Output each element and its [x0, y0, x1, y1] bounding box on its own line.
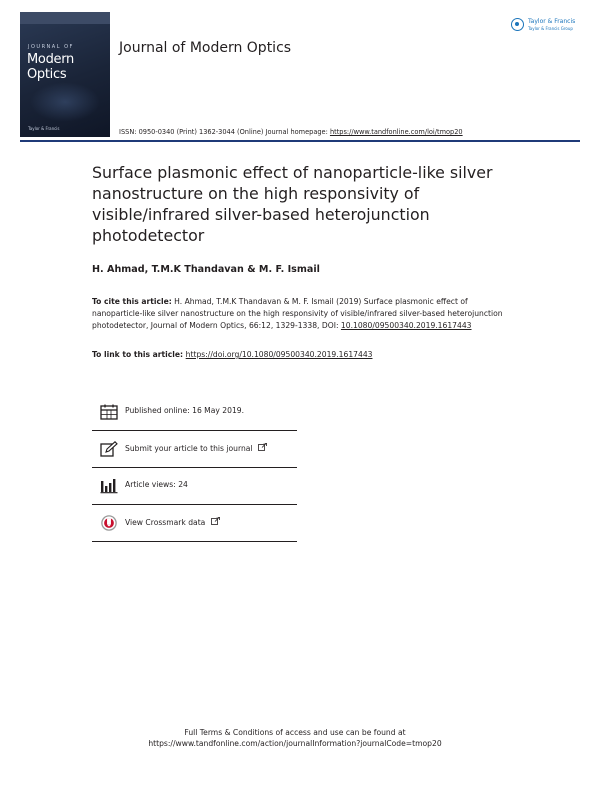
article-authors: H. Ahmad, T.M.K Thandavan & M. F. Ismail [92, 264, 320, 275]
citation-text: H. Ahmad, T.M.K Thandavan & M. F. Ismail (2019) Surface plasmonic effect of nanoparticle-like silver nanostructure on the high responsivity of visible/infrared silver-based heterojunction photodetector, Journal of Modern Optics, 66:12, 1329-1338, DOI: [92, 297, 503, 330]
cover-kicker: JOURNAL OF [28, 44, 74, 50]
article-views-row [92, 468, 297, 505]
calendar-icon [100, 404, 118, 420]
edit-icon [100, 441, 118, 457]
article-link-label: To link to this article: [92, 350, 186, 359]
bar-chart-icon [100, 478, 118, 494]
journal-homepage-link[interactable]: https://www.tandfonline.com/loi/tmop20 [329, 128, 463, 136]
crossmark-icon [100, 515, 118, 531]
issn-line: ISSN: 0950-0340 (Print) 1362-3044 (Online) Journal homepage: https://www.tandfonline.com/loi/tmop20 [119, 128, 463, 136]
citation-doi-link[interactable]: 10.1080/09500340.2019.1617443 [340, 320, 472, 330]
article-title: Surface plasmonic effect of nanoparticle-like silver nanostructure on the high responsivity of visible/infrared silver-based heterojunction photodetector [92, 163, 493, 245]
citation-block [92, 296, 512, 331]
footer [0, 727, 590, 749]
citation-label: To cite this article: [92, 297, 172, 306]
submit-article-row[interactable] [92, 431, 297, 468]
article-link-line [92, 350, 372, 359]
footer-terms-text: Full Terms & Conditions of access and use can be found at [184, 728, 406, 737]
crossmark-row[interactable] [92, 505, 297, 542]
article-doi-link[interactable]: https://doi.org/10.1080/09500340.2019.1617443 [185, 350, 373, 359]
external-link-icon [211, 517, 220, 525]
publisher-logo[interactable] [511, 16, 586, 36]
publisher-subtitle: Taylor & Francis Group [528, 26, 573, 31]
publisher-name: Taylor & Francis [528, 18, 576, 25]
journal-title: Journal of Modern Optics [119, 40, 292, 56]
journal-cover [20, 12, 110, 137]
cover-journal-name: Modern Optics [27, 52, 74, 82]
cover-publisher-mark: Taylor & Francis [28, 126, 60, 131]
article-views-label: Article views: 24 [125, 480, 188, 489]
submit-article-label: Submit your article to this journal [125, 443, 267, 453]
published-online-label: Published online: 16 May 2019. [125, 406, 245, 415]
publisher-logo-icon [511, 18, 524, 31]
crossmark-label: View Crossmark data [125, 517, 220, 527]
external-link-icon [258, 443, 267, 451]
header-divider [20, 140, 580, 142]
published-online-row [92, 394, 297, 431]
footer-terms-link[interactable]: https://www.tandfonline.com/action/journalInformation?journalCode=tmop20 [148, 739, 442, 748]
